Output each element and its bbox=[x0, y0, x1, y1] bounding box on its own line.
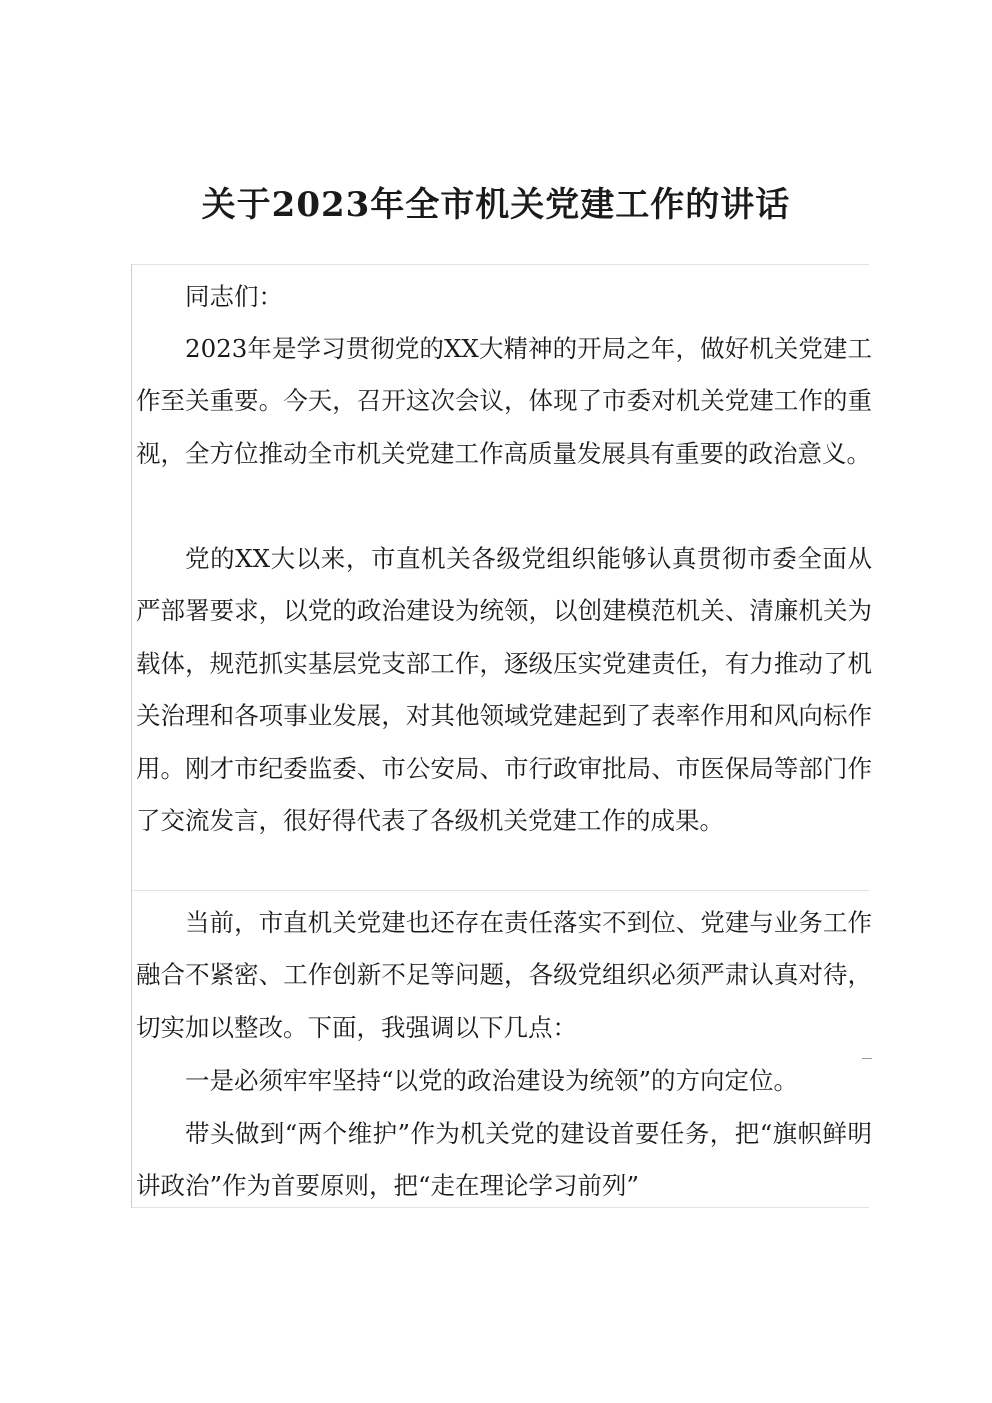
document-title: 关于2023年全市机关党建工作的讲话 bbox=[201, 185, 791, 225]
salutation: 同志们： bbox=[185, 282, 283, 311]
paragraph-5: 带头做到“两个维护”作为机关党的建设首要任务，把“旗帜鲜明讲政治”作为首要原则，把“走在理论学习前列” bbox=[136, 1119, 872, 1201]
paragraph-2: 党的XX大以来，市直机关各级党组织能够认真贯彻市委全面从严部署要求，以党的政治建设为统领，以创建模范机关、清廉机关为载体，规范抓实基层党支部工作，逐级压实党建责任，有力推动了机关治理和各项事业发展，对其他领域党建起到了表率作用和风向标作用。刚才市纪委监委、市公安局、市行政审批局、市医保局等部门作了交流发言，很好得代表了各级机关党建工作的成果。 bbox=[136, 544, 872, 836]
paragraph-4: 一是必须牢牢坚持“以党的政治建设为统领”的方向定位。 bbox=[185, 1066, 799, 1095]
paragraph-3: 当前，市直机关党建也还存在责任落实不到位、党建与业务工作融合不紧密、工作创新不足等问题，各级党组织必须严肃认真对待，切实加以整改。下面，我强调以下几点： bbox=[136, 908, 872, 1042]
paragraph-1: 2023年是学习贯彻党的XX大精神的开局之年，做好机关党建工作至关重要。今天，召开这次会议，体现了市委对机关党建工作的重视，全方位推动全市机关党建工作高质量发展具有重要的政治意义。 bbox=[136, 334, 872, 468]
section-divider bbox=[131, 890, 869, 891]
